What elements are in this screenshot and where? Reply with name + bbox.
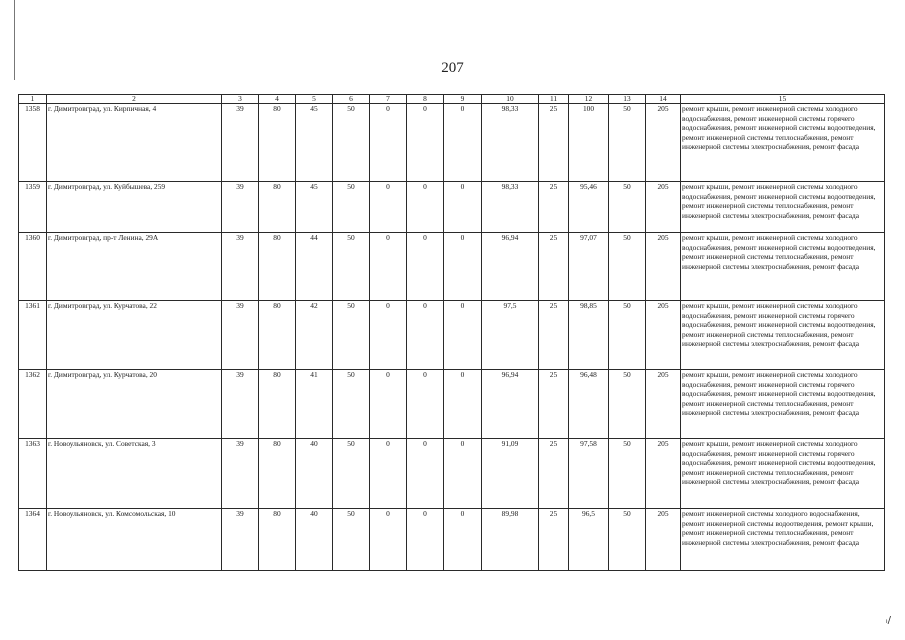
value-cell: 205: [646, 104, 681, 182]
column-header: 11: [539, 95, 569, 104]
works-cell: ремонт крыши, ремонт инженерной системы холодного водоснабжения, ремонт инженерной системы водоотведения, ремонт инженерной системы теплоснабжения, ремонт инженерной системы электроснабжения, ремонт фасада: [681, 233, 885, 301]
value-cell: 40: [296, 509, 333, 571]
value-cell: 0: [370, 233, 407, 301]
table-row: [19, 182, 885, 233]
registry-table: [18, 94, 885, 571]
column-header: 8: [407, 95, 444, 104]
value-cell: 0: [407, 509, 444, 571]
value-cell: 0: [370, 182, 407, 233]
works-cell: ремонт крыши, ремонт инженерной системы холодного водоснабжения, ремонт инженерной системы горячего водоснабжения, ремонт инженерной системы водоотведения, ремонт инженерной системы теплоснабжения, ремонт инженерной системы электроснабжения, ремонт фасада: [681, 439, 885, 509]
value-cell: 205: [646, 439, 681, 509]
row-number-cell: 1358: [19, 104, 47, 182]
value-cell: 0: [444, 509, 482, 571]
value-cell: 40: [296, 439, 333, 509]
works-cell: ремонт крыши, ремонт инженерной системы холодного водоснабжения, ремонт инженерной системы горячего водоснабжения, ремонт инженерной системы водоотведения, ремонт инженерной системы теплоснабжения, ремонт инженерной системы электроснабжения, ремонт фасада: [681, 104, 885, 182]
column-header: 13: [609, 95, 646, 104]
address-cell: г. Новоульяновск, ул. Советская, 3: [47, 439, 222, 509]
value-cell: 98,33: [482, 182, 539, 233]
value-cell: 205: [646, 370, 681, 439]
value-cell: 50: [609, 301, 646, 370]
value-cell: 50: [333, 182, 370, 233]
value-cell: 0: [407, 439, 444, 509]
value-cell: 25: [539, 104, 569, 182]
value-cell: 50: [333, 233, 370, 301]
value-cell: 39: [222, 509, 259, 571]
value-cell: 97,5: [482, 301, 539, 370]
column-header: 14: [646, 95, 681, 104]
table-row: [19, 104, 885, 182]
row-number-cell: 1359: [19, 182, 47, 233]
column-header: 4: [259, 95, 296, 104]
value-cell: 39: [222, 370, 259, 439]
column-header: 9: [444, 95, 482, 104]
value-cell: 0: [407, 301, 444, 370]
column-header: 5: [296, 95, 333, 104]
value-cell: 0: [407, 182, 444, 233]
column-header: 2: [47, 95, 222, 104]
column-header: 6: [333, 95, 370, 104]
value-cell: 0: [407, 370, 444, 439]
value-cell: 80: [259, 104, 296, 182]
value-cell: 42: [296, 301, 333, 370]
value-cell: 50: [333, 104, 370, 182]
table-row: [19, 301, 885, 370]
column-header: 10: [482, 95, 539, 104]
value-cell: 50: [609, 439, 646, 509]
row-number-cell: 1364: [19, 509, 47, 571]
value-cell: 39: [222, 439, 259, 509]
value-cell: 0: [407, 104, 444, 182]
value-cell: 80: [259, 509, 296, 571]
table-body: [19, 104, 885, 571]
works-cell: ремонт инженерной системы холодного водоснабжения, ремонт инженерной системы водоотведения, ремонт крыши, ремонт инженерной системы теплоснабжения, ремонт инженерной системы электроснабжения, ремонт фасада: [681, 509, 885, 571]
column-header: 15: [681, 95, 885, 104]
value-cell: 41: [296, 370, 333, 439]
address-cell: г. Новоульяновск, ул. Комсомольская, 10: [47, 509, 222, 571]
value-cell: 25: [539, 439, 569, 509]
value-cell: 50: [333, 509, 370, 571]
value-cell: 50: [333, 301, 370, 370]
value-cell: 0: [444, 233, 482, 301]
value-cell: 80: [259, 439, 296, 509]
value-cell: 50: [609, 233, 646, 301]
scan-mark: ᵢ/: [885, 615, 891, 626]
value-cell: 0: [370, 370, 407, 439]
value-cell: 0: [444, 439, 482, 509]
column-header: 3: [222, 95, 259, 104]
value-cell: 205: [646, 182, 681, 233]
address-cell: г. Димитровград, ул. Куйбышева, 259: [47, 182, 222, 233]
works-cell: ремонт крыши, ремонт инженерной системы холодного водоснабжения, ремонт инженерной системы горячего водоснабжения, ремонт инженерной системы водоотведения, ремонт инженерной системы теплоснабжения, ремонт инженерной системы электроснабжения, ремонт фасада: [681, 370, 885, 439]
value-cell: 80: [259, 233, 296, 301]
table-row: [19, 370, 885, 439]
value-cell: 0: [370, 301, 407, 370]
value-cell: 50: [333, 439, 370, 509]
value-cell: 205: [646, 233, 681, 301]
header-row: [19, 95, 885, 104]
value-cell: 50: [333, 370, 370, 439]
value-cell: 39: [222, 301, 259, 370]
address-cell: г. Димитровград, ул. Кирпичная, 4: [47, 104, 222, 182]
value-cell: 50: [609, 370, 646, 439]
value-cell: 80: [259, 182, 296, 233]
value-cell: 0: [444, 301, 482, 370]
value-cell: 25: [539, 301, 569, 370]
value-cell: 50: [609, 509, 646, 571]
table-row: [19, 233, 885, 301]
row-number-cell: 1361: [19, 301, 47, 370]
value-cell: 80: [259, 370, 296, 439]
value-cell: 0: [444, 104, 482, 182]
value-cell: 39: [222, 104, 259, 182]
value-cell: 25: [539, 233, 569, 301]
column-header: 7: [370, 95, 407, 104]
value-cell: 0: [370, 509, 407, 571]
value-cell: 50: [609, 104, 646, 182]
value-cell: 45: [296, 182, 333, 233]
value-cell: 0: [444, 370, 482, 439]
value-cell: 0: [370, 104, 407, 182]
row-number-cell: 1362: [19, 370, 47, 439]
value-cell: 50: [609, 182, 646, 233]
value-cell: 96,94: [482, 233, 539, 301]
value-cell: 95,46: [569, 182, 609, 233]
value-cell: 98,33: [482, 104, 539, 182]
value-cell: 100: [569, 104, 609, 182]
row-number-cell: 1360: [19, 233, 47, 301]
value-cell: 0: [444, 182, 482, 233]
value-cell: 96,94: [482, 370, 539, 439]
page-number: 207: [441, 60, 464, 76]
row-number-cell: 1363: [19, 439, 47, 509]
value-cell: 0: [370, 439, 407, 509]
address-cell: г. Димитровград, ул. Курчатова, 22: [47, 301, 222, 370]
value-cell: 45: [296, 104, 333, 182]
value-cell: 0: [407, 233, 444, 301]
value-cell: 205: [646, 301, 681, 370]
column-header: 12: [569, 95, 609, 104]
works-cell: ремонт крыши, ремонт инженерной системы холодного водоснабжения, ремонт инженерной системы водоотведения, ремонт инженерной системы теплоснабжения, ремонт инженерной системы электроснабжения, ремонт фасада: [681, 182, 885, 233]
value-cell: 96,48: [569, 370, 609, 439]
column-header: 1: [19, 95, 47, 104]
value-cell: 98,85: [569, 301, 609, 370]
works-cell: ремонт крыши, ремонт инженерной системы холодного водоснабжения, ремонт инженерной системы горячего водоснабжения, ремонт инженерной системы водоотведения, ремонт инженерной системы теплоснабжения, ремонт инженерной системы электроснабжения, ремонт фасада: [681, 301, 885, 370]
value-cell: 96,5: [569, 509, 609, 571]
value-cell: 205: [646, 509, 681, 571]
value-cell: 89,98: [482, 509, 539, 571]
table-row: [19, 509, 885, 571]
value-cell: 25: [539, 509, 569, 571]
value-cell: 39: [222, 182, 259, 233]
value-cell: 44: [296, 233, 333, 301]
value-cell: 25: [539, 182, 569, 233]
value-cell: 97,07: [569, 233, 609, 301]
value-cell: 91,09: [482, 439, 539, 509]
value-cell: 80: [259, 301, 296, 370]
value-cell: 39: [222, 233, 259, 301]
address-cell: г. Димитровград, ул. Курчатова, 20: [47, 370, 222, 439]
value-cell: 97,58: [569, 439, 609, 509]
address-cell: г. Димитровград, пр-т Ленина, 29А: [47, 233, 222, 301]
value-cell: 25: [539, 370, 569, 439]
table-row: [19, 439, 885, 509]
